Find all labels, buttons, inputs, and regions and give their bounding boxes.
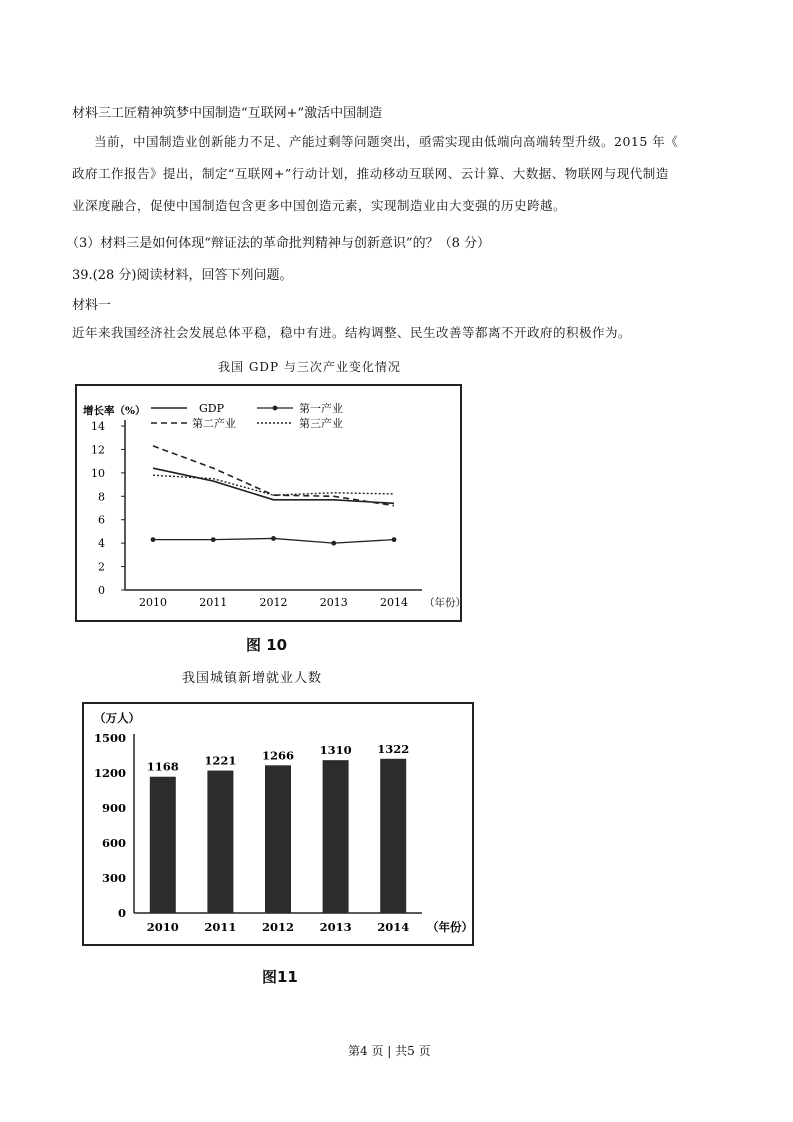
chart1-series-line-3 bbox=[153, 475, 394, 495]
chart2-data-label: 1266 bbox=[261, 748, 295, 763]
chart1-legend-label-1: 第一产业 bbox=[299, 402, 343, 415]
chart2-bar-2013 bbox=[323, 760, 349, 913]
chart1-x-axis-label: （年份） bbox=[424, 597, 466, 609]
chart2-data-label: 1322 bbox=[377, 741, 410, 756]
question-3: （3）材料三是如何体现“辩证法的革命批判精神与创新意识”的？（8 分） bbox=[66, 236, 490, 251]
chart2-y-tick-label: 0 bbox=[117, 906, 126, 920]
chart1-point-1-2 bbox=[271, 536, 276, 541]
chart1-svg bbox=[77, 386, 466, 620]
chart1-point-1-1 bbox=[211, 537, 216, 542]
chart1-frame bbox=[75, 384, 466, 622]
chart1-title: 我国 GDP 与三次产业变化情况 bbox=[218, 360, 401, 374]
chart1-y-tick-label: 8 bbox=[98, 490, 105, 504]
chart2-x-tick-label: 2013 bbox=[319, 920, 352, 934]
chart1-series-line-0 bbox=[153, 468, 394, 503]
chart1-legend-label-2: 第二产业 bbox=[192, 417, 236, 430]
chart1-x-tick-label: 2010 bbox=[139, 596, 167, 609]
chart2-y-tick-label: 900 bbox=[101, 801, 126, 815]
chart1-y-tick-label: 12 bbox=[91, 443, 105, 457]
chart2-x-tick-label: 2012 bbox=[261, 920, 295, 934]
material3-title: 材料三工匠精神筑梦中国制造“互联网+”激活中国制造 bbox=[72, 106, 383, 121]
chart1-legend-label-0: GDP bbox=[199, 402, 225, 415]
chart1-point-1-4 bbox=[392, 537, 397, 542]
chart1-y-tick-label: 0 bbox=[98, 584, 105, 597]
chart1-y-tick-label: 2 bbox=[98, 560, 105, 574]
chart2-data-label: 1168 bbox=[146, 759, 179, 774]
chart2-x-axis-label: （年份） bbox=[427, 920, 473, 934]
page-footer: 第4 页 | 共5 页 bbox=[348, 1044, 431, 1058]
chart2-data-label: 1221 bbox=[204, 753, 237, 768]
chart1-y-tick-label: 6 bbox=[98, 513, 105, 527]
chart1-point-1-3 bbox=[331, 541, 336, 546]
chart2-bar-2014 bbox=[380, 759, 406, 913]
figure-11-caption: 图11 bbox=[262, 968, 298, 986]
chart1-legend-label-3: 第三产业 bbox=[299, 417, 343, 430]
chart2-y-axis-label: （万人） bbox=[94, 711, 140, 725]
chart2-bar-2010 bbox=[150, 777, 176, 913]
chart1-y-tick-label: 4 bbox=[98, 537, 105, 551]
chart1-x-tick-label: 2012 bbox=[259, 596, 288, 609]
chart2-y-tick-label: 1500 bbox=[93, 731, 126, 745]
chart2-bar-2011 bbox=[207, 771, 233, 913]
question-39-heading: 39.(28 分)阅读材料，回答下列问题。 bbox=[72, 268, 293, 283]
chart1-x-tick-label: 2011 bbox=[199, 596, 228, 609]
chart1-y-axis-label: 增长率（%） bbox=[83, 405, 146, 417]
chart2-y-tick-label: 300 bbox=[101, 871, 126, 885]
chart2-data-label: 1310 bbox=[319, 743, 352, 758]
chart2-x-tick-label: 2014 bbox=[377, 920, 410, 934]
chart2-title: 我国城镇新增就业人数 bbox=[182, 671, 323, 686]
material1-text: 近年来我国经济社会发展总体平稳，稳中有进。结构调整、民生改善等都离不开政府的积极作为。 bbox=[72, 325, 632, 340]
chart2-bar-2012 bbox=[265, 765, 291, 913]
chart1-y-tick-label: 10 bbox=[91, 466, 105, 480]
chart2-y-tick-label: 1200 bbox=[93, 766, 126, 780]
chart1-legend-dot bbox=[273, 406, 278, 411]
chart2-frame bbox=[82, 702, 474, 946]
material3-para-line-3: 业深度融合，促使中国制造包含更多中国创造元素，实现制造业由大变强的历史跨越。 bbox=[72, 198, 567, 213]
material1-label: 材料一 bbox=[72, 298, 112, 313]
chart2-y-tick-label: 600 bbox=[101, 836, 126, 850]
chart1-y-tick-label: 14 bbox=[91, 420, 105, 433]
material3-para-line-2: 政府工作报告》提出，制定“互联网+”行动计划，推动移动互联网、云计算、大数据、物联网与现代制造 bbox=[72, 166, 669, 181]
figure-10-caption: 图 10 bbox=[246, 636, 288, 654]
chart2-x-tick-label: 2011 bbox=[204, 920, 237, 934]
chart1-x-tick-label: 2013 bbox=[319, 596, 348, 609]
chart2-x-tick-label: 2010 bbox=[146, 920, 179, 934]
chart1-x-tick-label: 2014 bbox=[380, 596, 408, 609]
material3-para-line-1: 当前，中国制造业创新能力不足、产能过剩等问题突出，亟需实现由低端向高端转型升级。2015 年《 bbox=[94, 134, 679, 149]
chart2-svg bbox=[84, 704, 472, 944]
chart1-point-1-0 bbox=[151, 537, 156, 542]
